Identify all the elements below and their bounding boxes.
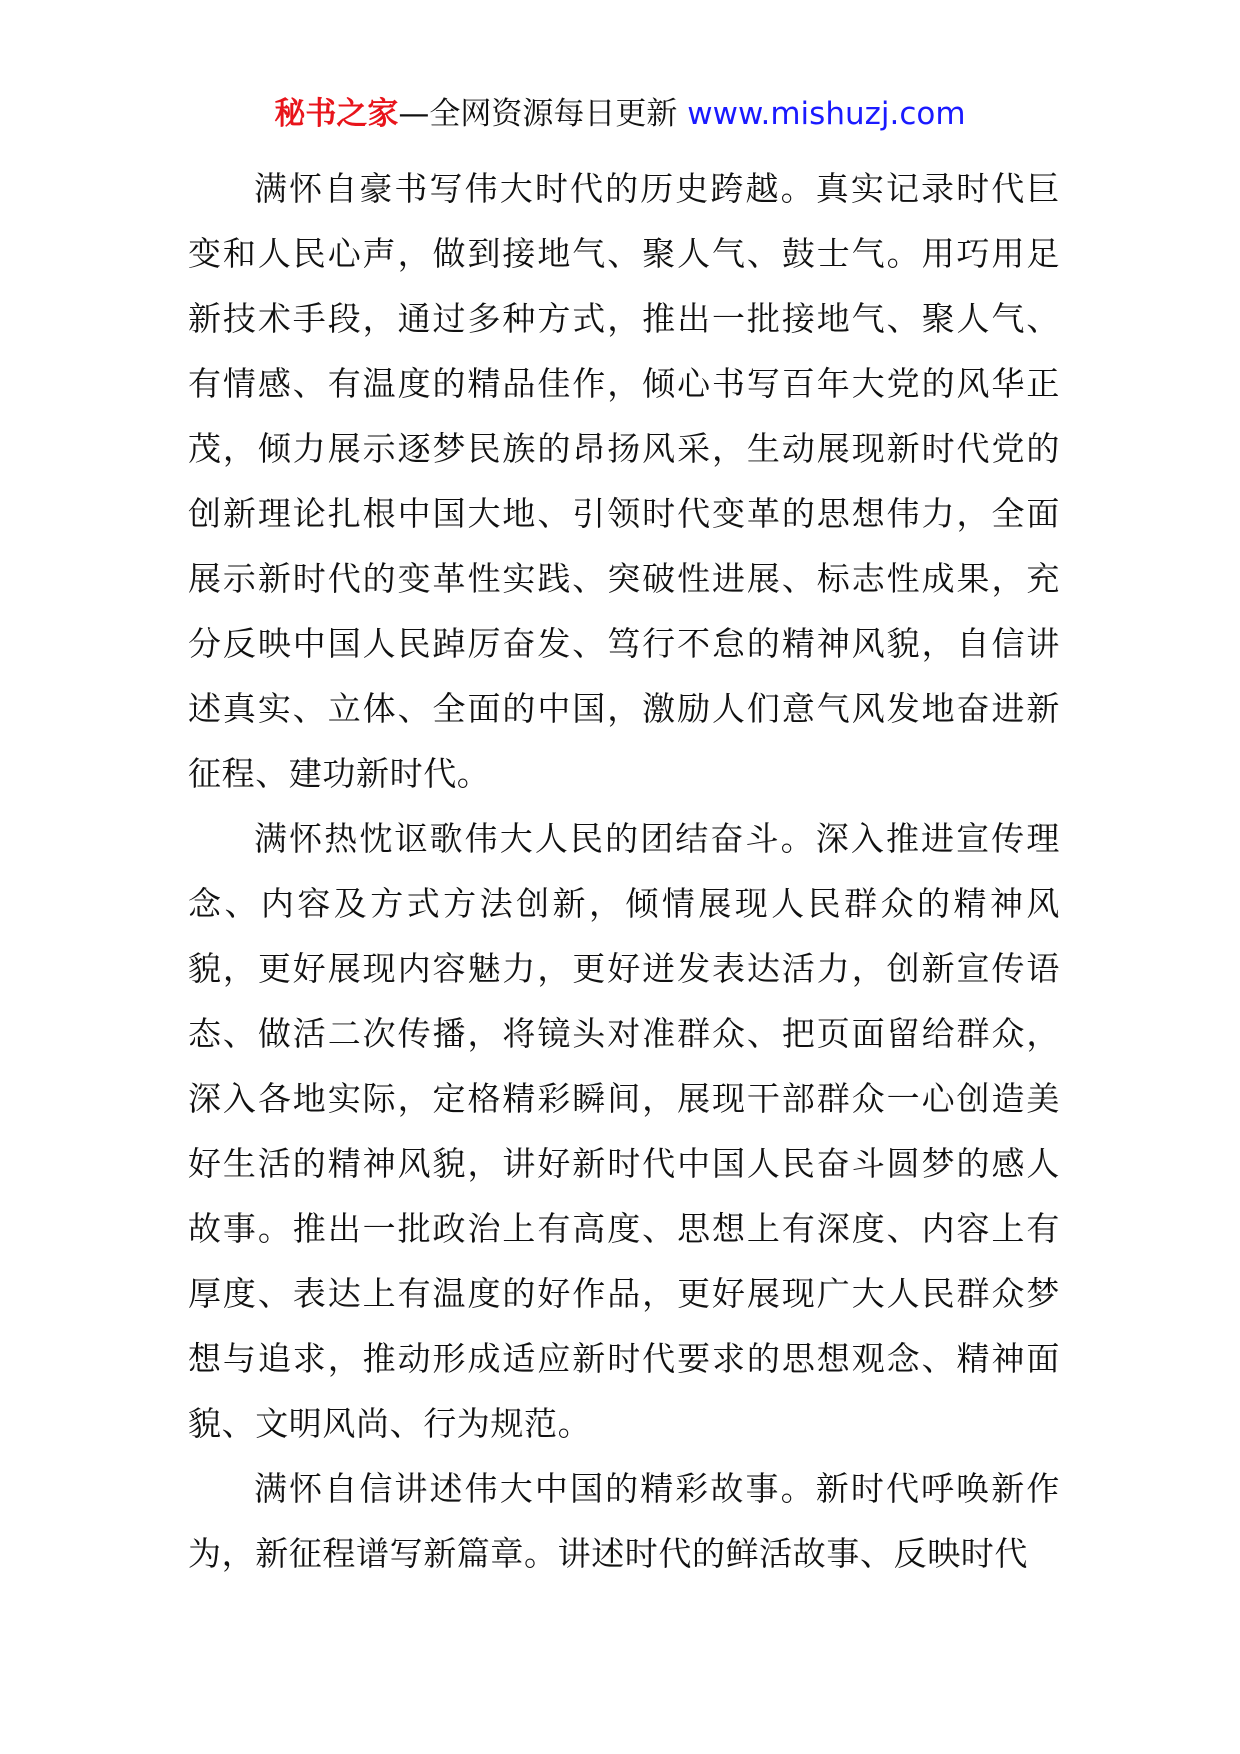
site-url[interactable]: www.mishuzj.com: [687, 96, 966, 132]
paragraph-3: 满怀自信讲述伟大中国的精彩故事。新时代呼唤新作为，新征程谱写新篇章。讲述时代的鲜活故事、反映时代: [188, 1469, 1060, 1573]
document-body: [188, 156, 1060, 1586]
paragraph-1: 满怀自豪书写伟大时代的历史跨越。真实记录时代巨变和人民心声，做到接地气、聚人气、鼓士气。用巧用足新技术手段，通过多种方式，推出一批接地气、聚人气、有情感、有温度的精品佳作，倾心书写百年大党的风华正茂，倾力展示逐梦民族的昂扬风采，生动展现新时代党的创新理论扎根中国大地、引领时代变革的思想伟力，全面展示新时代的变革性实践、突破性进展、标志性成果，充分反映中国人民踔厉奋发、笃行不怠的精神风貌，自信讲述真实、立体、全面的中国，激励人们意气风发地奋进新征程、建功新时代。: [188, 169, 1060, 793]
site-tagline: —全网资源每日更新: [398, 96, 688, 132]
site-header: [0, 92, 1240, 136]
paragraph-2: 满怀热忱讴歌伟大人民的团结奋斗。深入推进宣传理念、内容及方式方法创新，倾情展现人民群众的精神风貌，更好展现内容魅力，更好迸发表达活力，创新宣传语态、做活二次传播，将镜头对准群众、把页面留给群众，深入各地实际，定格精彩瞬间，展现干部群众一心创造美好生活的精神风貌，讲好新时代中国人民奋斗圆梦的感人故事。推出一批政治上有高度、思想上有深度、内容上有厚度、表达上有温度的好作品，更好展现广大人民群众梦想与追求，推动形成适应新时代要求的思想观念、精神面貌、文明风尚、行为规范。: [188, 819, 1060, 1443]
site-brand: 秘书之家: [274, 96, 399, 132]
